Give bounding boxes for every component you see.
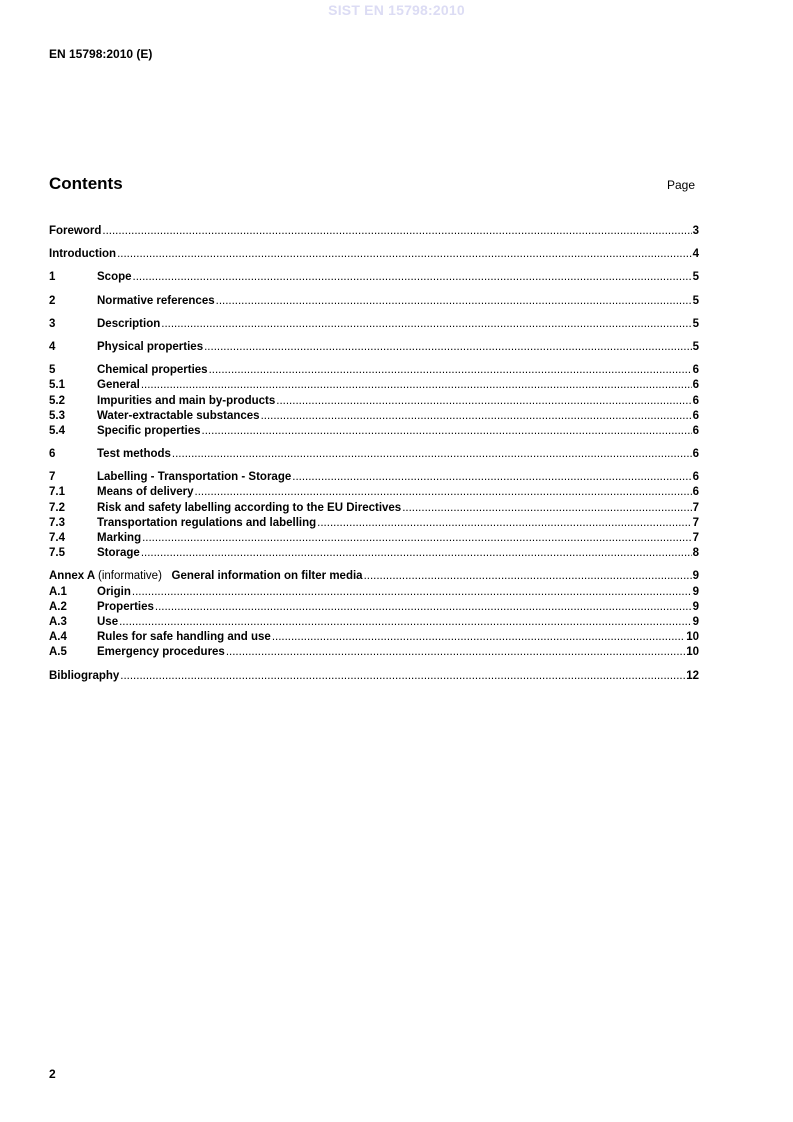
toc-entry-page: 6 — [692, 379, 699, 392]
toc-entry-number: 5.3 — [49, 409, 65, 422]
dot-leader — [209, 363, 692, 378]
toc-entry-title: Labelling - Transportation - Storage — [97, 471, 292, 484]
toc-entry-title: Use — [97, 615, 119, 628]
toc-entry-page: 10 — [686, 646, 699, 659]
toc-entry-title: Normative references — [97, 294, 215, 307]
dot-leader — [119, 615, 691, 630]
dot-leader — [195, 485, 692, 500]
toc-entry-number: 2 — [49, 294, 56, 307]
toc-entry-page: 9 — [692, 585, 699, 598]
toc-entry-page: 6 — [692, 424, 699, 437]
annex-type: (informative) — [98, 570, 162, 583]
dot-leader — [155, 600, 692, 615]
toc-entry-use[interactable] — [49, 615, 699, 630]
table-of-contents — [49, 224, 699, 684]
toc-entry-number: 7.3 — [49, 516, 65, 529]
toc-entry-title: General — [97, 379, 140, 392]
toc-entry-title: Risk and safety labelling according to the EU Directives — [97, 501, 402, 514]
toc-entry-page: 6 — [692, 394, 699, 407]
toc-entry-emergency[interactable] — [49, 645, 699, 660]
toc-entry-physical-properties[interactable] — [49, 340, 699, 355]
toc-entry-scope[interactable] — [49, 270, 699, 285]
toc-entry-labelling[interactable] — [49, 470, 699, 485]
dot-leader — [102, 224, 691, 239]
toc-entry-number: 5.4 — [49, 424, 65, 437]
toc-entry-title: Foreword — [49, 225, 102, 237]
dot-leader — [142, 531, 692, 546]
toc-entry-title: Means of delivery — [97, 486, 194, 499]
toc-entry-number: 1 — [49, 271, 56, 284]
toc-entry-title: Scope — [97, 271, 132, 284]
toc-entry-page: 6 — [692, 486, 699, 499]
dot-leader — [117, 247, 692, 262]
dot-leader — [161, 317, 691, 332]
toc-entry-page: 5 — [692, 317, 699, 330]
toc-entry-water-extractable[interactable] — [49, 409, 699, 424]
toc-entry-number: 3 — [49, 317, 56, 330]
toc-entry-number: A.4 — [49, 631, 67, 644]
dot-leader — [317, 516, 691, 531]
toc-entry-page: 12 — [686, 669, 699, 682]
dot-leader — [141, 378, 692, 393]
toc-entry-page: 10 — [686, 631, 699, 644]
page-column-label: Page — [667, 178, 696, 192]
toc-entry-page: 6 — [692, 409, 699, 422]
toc-entry-normative-references[interactable] — [49, 294, 699, 309]
toc-entry-properties[interactable] — [49, 600, 699, 615]
dot-leader — [202, 424, 692, 439]
toc-entry-page: 3 — [692, 225, 699, 237]
toc-entry-page: 7 — [692, 516, 699, 529]
toc-entry-title: Physical properties — [97, 340, 204, 353]
toc-entry-title: Water-extractable substances — [97, 409, 260, 422]
toc-entry-title: General information on filter media — [171, 570, 363, 583]
watermark: SIST EN 15798:2010 — [328, 2, 465, 18]
document-identifier: EN 15798:2010 (E) — [49, 47, 153, 61]
toc-entry-title: Specific properties — [97, 424, 201, 437]
dot-leader — [133, 270, 692, 285]
toc-entry-number: 7.2 — [49, 501, 65, 514]
toc-entry-safe-handling[interactable] — [49, 630, 699, 645]
toc-entry-number: A.5 — [49, 646, 67, 659]
dot-leader — [120, 669, 685, 684]
contents-heading: Contents — [49, 174, 123, 193]
toc-entry-title: Origin — [97, 585, 131, 598]
toc-entry-title: Impurities and main by-products — [97, 394, 276, 407]
dot-leader — [364, 569, 692, 584]
toc-entry-page: 5 — [692, 340, 699, 353]
toc-entry-page: 5 — [692, 271, 699, 284]
toc-entry-page: 6 — [692, 364, 699, 377]
toc-entry-title: Introduction — [49, 248, 117, 261]
toc-entry-page: 6 — [692, 448, 699, 461]
toc-entry-means-of-delivery[interactable] — [49, 485, 699, 500]
toc-entry-number: 6 — [49, 448, 56, 461]
page-number: 2 — [49, 1067, 56, 1081]
toc-entry-transportation[interactable] — [49, 516, 699, 531]
annex-label: Annex A — [49, 570, 95, 583]
dot-leader — [141, 546, 692, 561]
toc-entry-number: 7.4 — [49, 532, 65, 544]
toc-entry-specific-properties[interactable] — [49, 424, 699, 439]
dot-leader — [276, 394, 691, 409]
toc-entry-foreword[interactable] — [49, 224, 699, 239]
toc-entry-page: 5 — [692, 294, 699, 307]
toc-entry-title: Emergency procedures — [97, 646, 225, 659]
toc-entry-title: Test methods — [97, 448, 171, 461]
toc-entry-number: A.2 — [49, 600, 67, 613]
toc-entry-page: 7 — [692, 501, 699, 514]
toc-entry-number: 4 — [49, 340, 56, 353]
toc-entry-number: 7.1 — [49, 486, 65, 499]
dot-leader — [226, 645, 685, 660]
toc-entry-general[interactable] — [49, 378, 699, 393]
toc-entry-test-methods[interactable] — [49, 447, 699, 462]
toc-entry-title: Chemical properties — [97, 364, 208, 377]
toc-entry-number: A.1 — [49, 585, 67, 598]
toc-entry-page: 4 — [692, 248, 699, 261]
toc-entry-page: 9 — [692, 600, 699, 613]
dot-leader — [292, 470, 691, 485]
toc-entry-number: 7.5 — [49, 547, 65, 560]
dot-leader — [204, 340, 691, 355]
toc-entry-title: Rules for safe handling and use — [97, 631, 271, 644]
toc-entry-page: 9 — [692, 570, 699, 583]
toc-entry-title: Storage — [97, 547, 140, 560]
toc-entry-page: 8 — [692, 547, 699, 560]
toc-entry-number: 5.2 — [49, 394, 65, 407]
toc-entry-number: 7 — [49, 471, 56, 484]
dot-leader — [272, 630, 685, 645]
dot-leader — [402, 501, 691, 516]
toc-entry-title: Description — [97, 317, 161, 330]
toc-entry-page: 9 — [692, 615, 699, 628]
dot-leader — [216, 294, 692, 309]
toc-entry-page: 7 — [692, 532, 699, 544]
toc-entry-number: 5.1 — [49, 379, 65, 392]
toc-entry-description[interactable] — [49, 317, 699, 332]
toc-entry-title: Properties — [97, 600, 154, 613]
toc-entry-number: A.3 — [49, 615, 67, 628]
toc-entry-annex-label — [49, 569, 363, 584]
dot-leader — [261, 409, 692, 424]
dot-leader — [132, 585, 692, 600]
toc-entry-title: Transportation regulations and labelling — [97, 516, 317, 529]
toc-entry-title: Marking — [97, 532, 142, 544]
toc-entry-impurities[interactable] — [49, 394, 699, 409]
toc-entry-page: 6 — [692, 471, 699, 484]
toc-entry-origin[interactable] — [49, 585, 699, 600]
dot-leader — [172, 447, 692, 462]
toc-entry-marking[interactable] — [49, 531, 699, 546]
toc-entry-chemical-properties[interactable] — [49, 363, 699, 378]
toc-entry-storage[interactable] — [49, 546, 699, 561]
toc-entry-title: Bibliography — [49, 669, 120, 682]
toc-entry-number: 5 — [49, 364, 56, 377]
toc-entry-risk-safety[interactable] — [49, 501, 699, 516]
toc-entry-bibliography[interactable] — [49, 669, 699, 684]
toc-entry-annex-a[interactable] — [49, 569, 699, 584]
toc-entry-introduction[interactable] — [49, 247, 699, 262]
